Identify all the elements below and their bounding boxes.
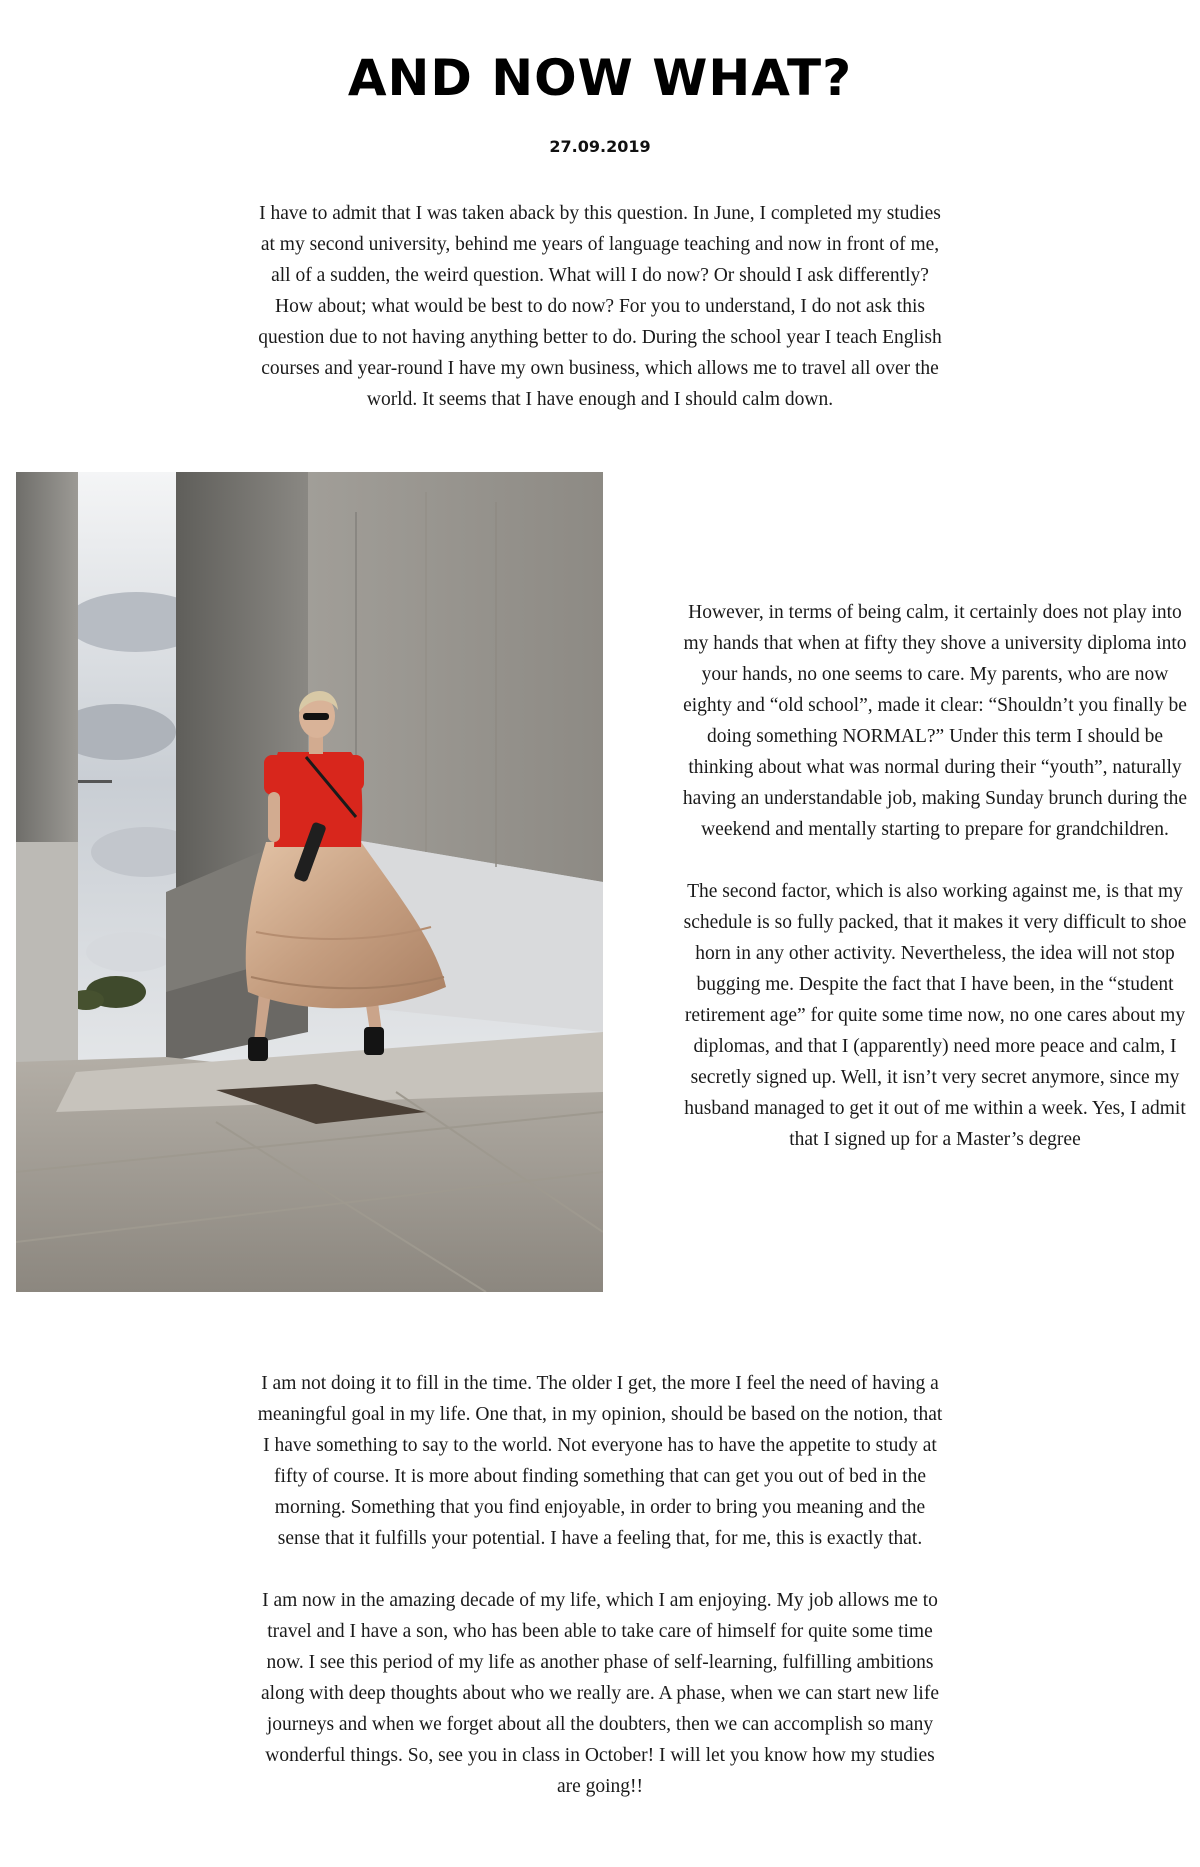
- paragraph-second-factor: The second factor, which is also working against me, is that my schedule is so fully packed, that it makes it very difficult to shoe horn in any other activity. Nevertheless, the idea will not stop bugging me. Despite the fact that I have been, in the “student retirement age” for quite some time now, no one cares about my diplomas, and that I (apparently) need more peace and calm, I secretly signed up. Well, it isn’t very secret anymore, since my husband managed to get it out of me within a week. Yes, I admit that I signed up for a Master’s degree: [683, 881, 1187, 1150]
- paragraph-meaningful-goal: I am not doing it to fill in the time. The older I get, the more I feel the need of having a meaningful goal in my life. One that, in my opinion, should be based on the notion, that I have something to say to the world. Not everyone has to have the appetite to study at fifty of course. It is more about finding something that can get you out of bed in the morning. Something that you find enjoyable, in order to bring you meaning and the sense that it fulfills your potential. I have a feeling that, for me, this is exactly that.: [257, 1373, 943, 1549]
- article-date: 27.09.2019: [549, 137, 651, 156]
- paragraph-calm: However, in terms of being calm, it certainly does not play into my hands that when at fifty they shove a university diploma into your hands, no one seems to care. My parents, who are now eighty and “old school”, made it clear: “Shouldn’t you finally be doing something NORMAL?” Under this term I should be thinking about what was normal during their “youth”, naturally having an understandable job, making Sunday brunch during the weekend and mentally starting to prepare for grandchildren.: [682, 602, 1188, 840]
- article-photo: [16, 472, 603, 1292]
- paragraph-intro: I have to admit that I was taken aback by this question. In June, I completed my studies at my second university, behind me years of language teaching and now in front of me, all of a sudden, the weird question. What will I do now? Or should I ask differently? How about; what would be best to do now? For you to understand, I do not ask this question due to not having anything better to do. During the school year I teach English courses and year-round I have my own business, which allows me to travel all over the world. It seems that I have enough and I should calm down.: [258, 203, 942, 410]
- photo-woman-concrete-pillars: [16, 472, 603, 1292]
- paragraph-amazing-decade: I am now in the amazing decade of my life, which I am enjoying. My job allows me to travel and I have a son, who has been able to take care of himself for quite some time now. I see this period of my life as another phase of self-learning, fulfilling ambitions along with deep thoughts about who we really are. A phase, when we can start new life journeys and when we forget about all the doubters, then we can accomplish so many wonderful things. So, see you in class in October! I will let you know how my studies are going!!: [261, 1590, 939, 1797]
- article-title: AND NOW WHAT?: [347, 49, 853, 107]
